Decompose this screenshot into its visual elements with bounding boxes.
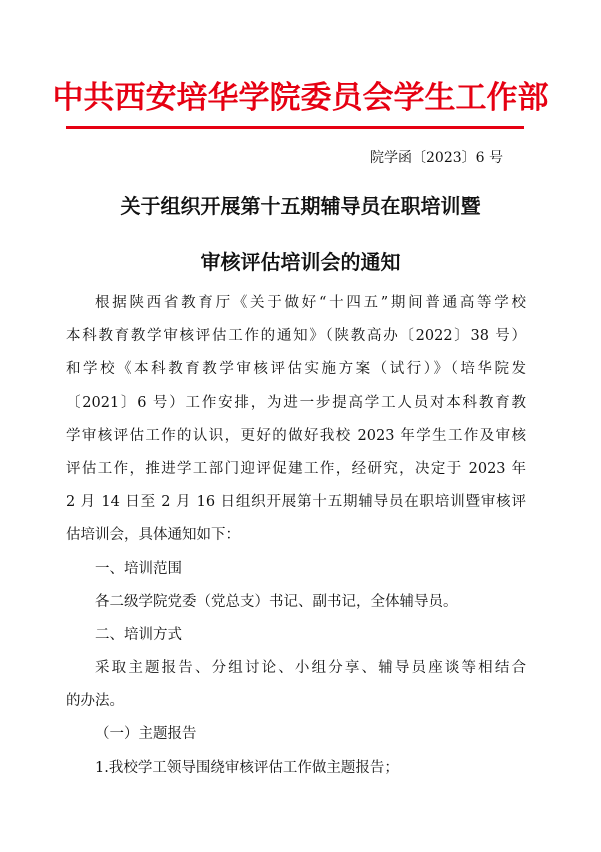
paragraph-line: 评估工作，推进学工部门迎评促建工作，经研究，决定于 2023 年 bbox=[66, 460, 526, 477]
paragraph-line: 本科教育教学审核评估工作的通知》（陕教高办〔2022〕38 号） bbox=[66, 328, 526, 345]
section-heading-method: 二、培训方式 bbox=[95, 626, 182, 643]
list-item: 1.我校学工领导围绕审核评估工作做主题报告； bbox=[95, 759, 399, 776]
red-divider-line bbox=[66, 126, 524, 129]
section-heading-scope: 一、培训范围 bbox=[95, 560, 182, 577]
subsection-heading-keynote: （一）主题报告 bbox=[95, 726, 197, 743]
paragraph-line: 2 月 14 日至 2 月 16 日组织开展第十五期辅导员在职培训暨审核评 bbox=[66, 494, 526, 511]
section-text-scope: 各二级学院党委（党总支）书记、副书记，全体辅导员。 bbox=[95, 593, 458, 610]
notice-body bbox=[66, 287, 526, 785]
notice-title-line-1: 关于组织开展第十五期辅导员在职培训暨 bbox=[120, 194, 481, 218]
paragraph-line: 学审核评估工作的认识，更好的做好我校 2023 年学生工作及审核 bbox=[66, 427, 526, 444]
paragraph-line: 的办法。 bbox=[66, 693, 124, 710]
notice-title-line-2: 审核评估培训会的通知 bbox=[200, 250, 401, 274]
org-header-title: 中共西安培华学院委员会学生工作部 bbox=[52, 80, 549, 116]
paragraph-line: 采取主题报告、分组讨论、小组分享、辅导员座谈等相结合 bbox=[95, 660, 526, 677]
paragraph-line: 估培训会，具体通知如下： bbox=[66, 527, 240, 544]
paragraph-line: 根据陕西省教育厅《关于做好“十四五”期间普通高等学校 bbox=[95, 295, 526, 311]
document-number: 院学函〔2023〕6 号 bbox=[370, 150, 503, 166]
paragraph-line: 和学校《本科教育教学审核评估实施方案（试行）》（培华院发 bbox=[66, 361, 526, 378]
paragraph-line: 〔2021〕6 号）工作安排，为进一步提高学工人员对本科教育教 bbox=[66, 394, 526, 411]
